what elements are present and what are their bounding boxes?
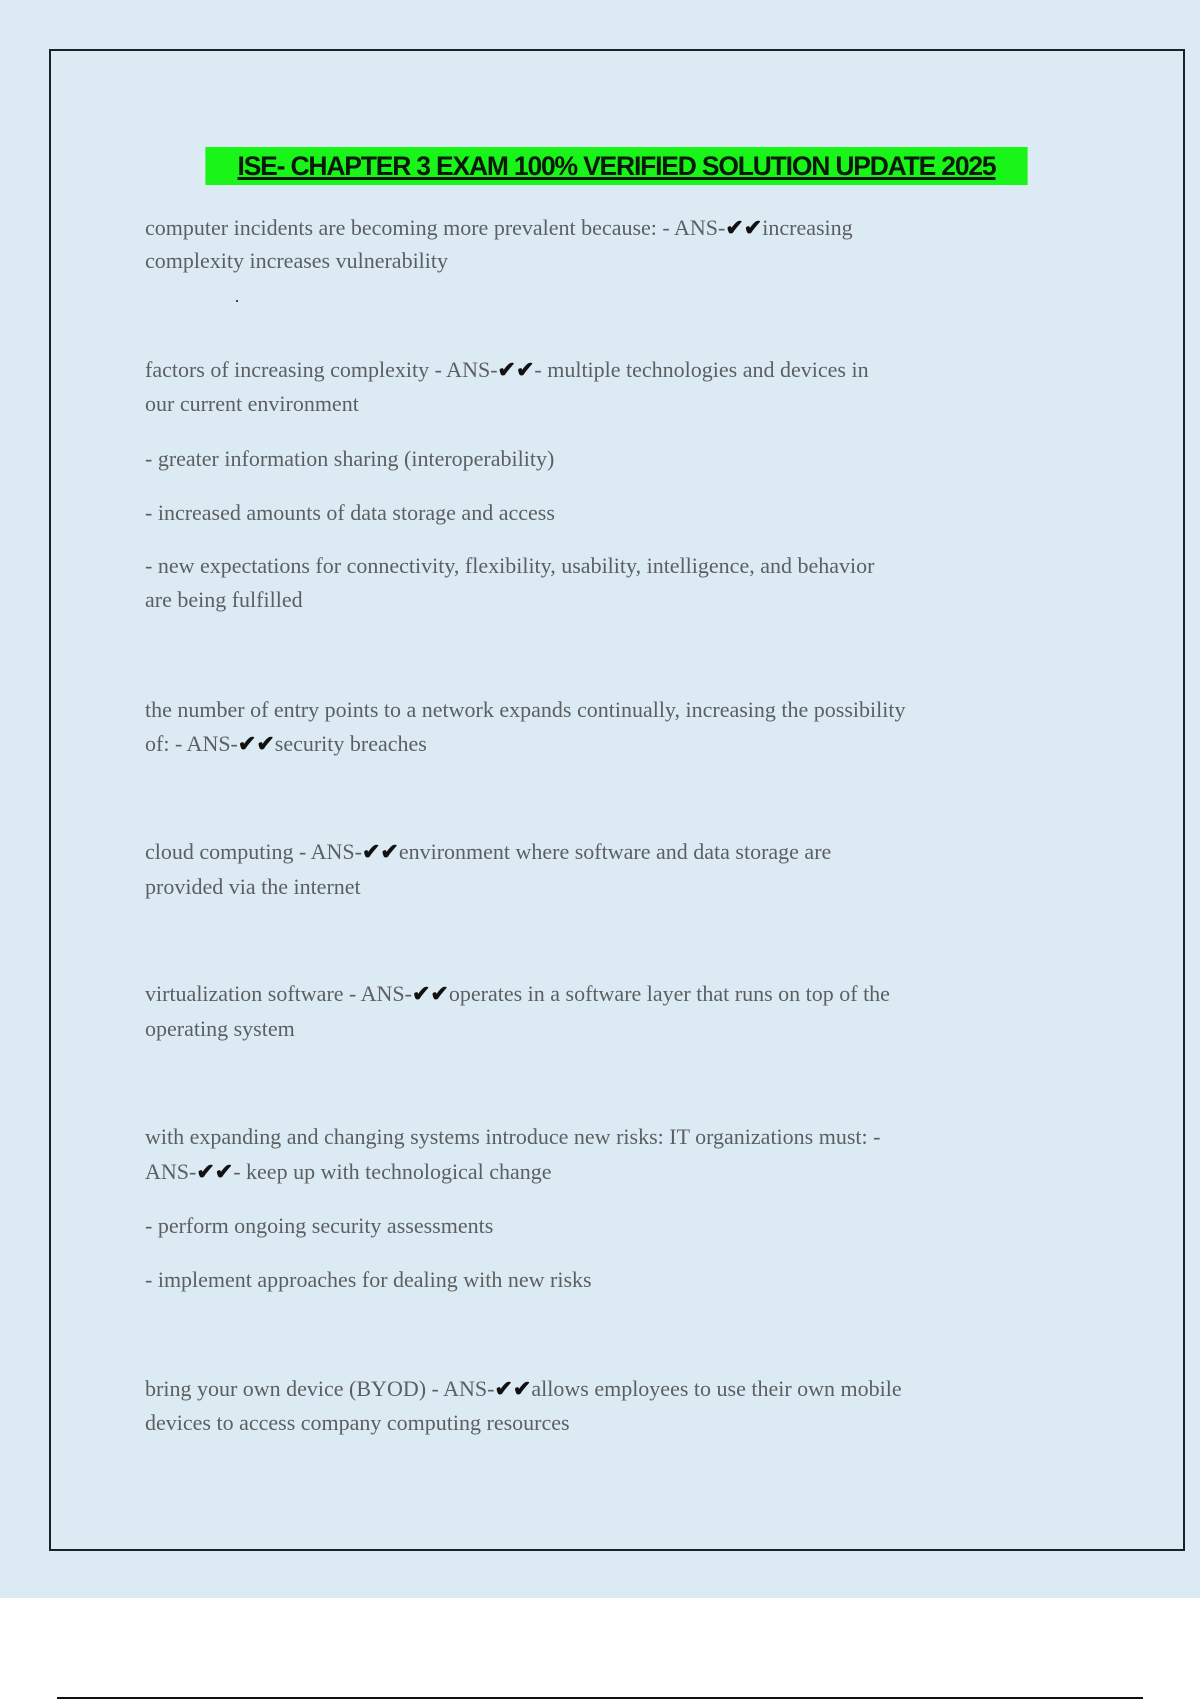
text-line: complexity increases vulnerability [145, 248, 449, 273]
text-line: computer incidents are becoming more prevalent because: - ANS-✔✔increasing [145, 215, 853, 240]
double-check-icon: ✔✔ [494, 1376, 532, 1401]
document-title: ISE- CHAPTER 3 EXAM 100% VERIFIED SOLUTION UPDATE 2025 [205, 147, 1027, 185]
text-line: the number of entry points to a network expands continually, increasing the possibility [145, 697, 906, 722]
text-line: provided via the internet [145, 874, 361, 899]
text-line: - new expectations for connectivity, flexibility, usability, intelligence, and behavior [145, 553, 875, 578]
double-check-icon: ✔✔ [237, 731, 275, 756]
text-line: factors of increasing complexity - ANS-✔✔- multiple technologies and devices in [145, 357, 869, 382]
double-check-icon: ✔✔ [196, 1159, 234, 1184]
text-line: operating system [145, 1016, 295, 1041]
text-line: virtualization software - ANS-✔✔operates in a software layer that runs on top of the [145, 981, 890, 1006]
text-line: our current environment [145, 391, 359, 416]
text-line: with expanding and changing systems introduce new risks: IT organizations must: - [145, 1124, 881, 1149]
double-check-icon: ✔✔ [725, 215, 763, 240]
double-check-icon: ✔✔ [412, 981, 449, 1006]
page-footer-rule [57, 1697, 1143, 1699]
double-check-icon: ✔✔ [497, 357, 535, 382]
text-line: ANS-✔✔- keep up with technological change [145, 1159, 552, 1184]
text-line: are being fulfilled [145, 587, 303, 612]
text-line: - increased amounts of data storage and access [145, 500, 555, 525]
text-line: bring your own device (BYOD) - ANS-✔✔allows employees to use their own mobile [145, 1376, 902, 1401]
double-check-icon: ✔✔ [361, 839, 399, 864]
stray-dot [236, 300, 238, 302]
text-line: - greater information sharing (interoperability) [145, 446, 555, 471]
text-line: devices to access company computing resources [145, 1410, 570, 1435]
text-line: - implement approaches for dealing with new risks [145, 1267, 592, 1292]
text-line: - perform ongoing security assessments [145, 1213, 494, 1238]
text-line: of: - ANS-✔✔security breaches [145, 731, 427, 756]
text-line: cloud computing - ANS-✔✔environment where software and data storage are [145, 839, 832, 864]
